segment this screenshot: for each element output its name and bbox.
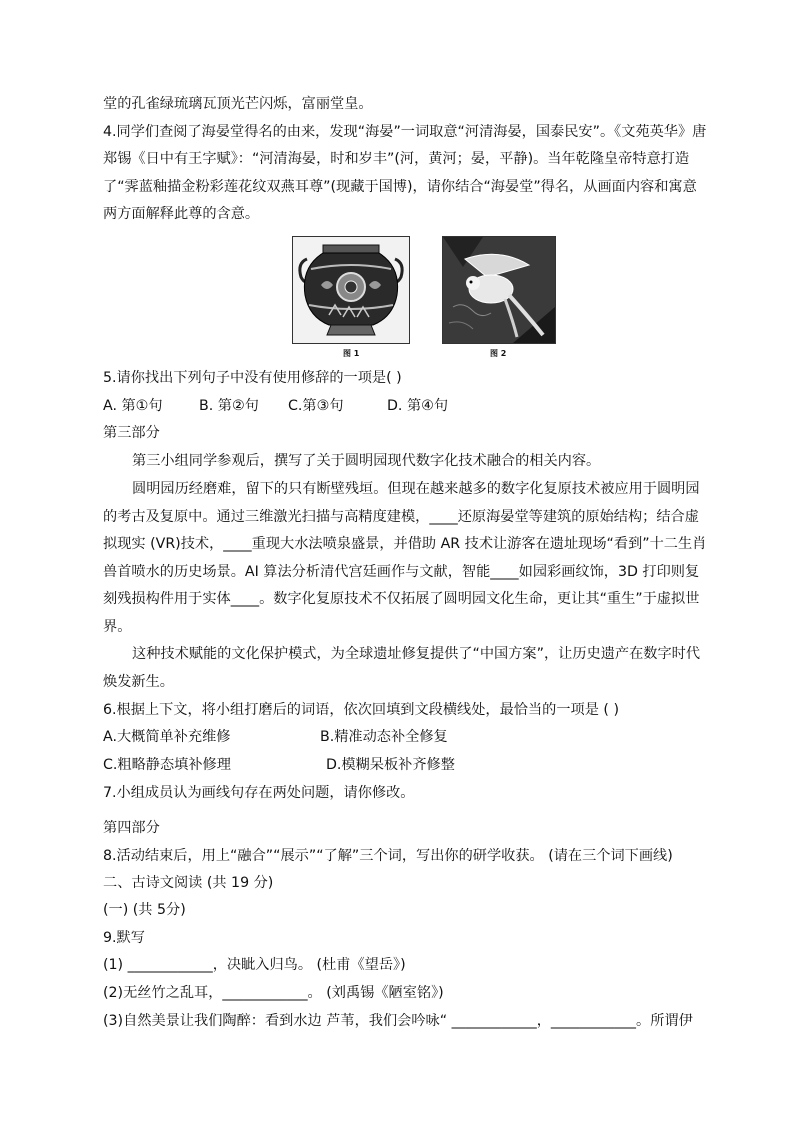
passage-line-1: 圆明园历经磨难，留下的只有断壁残垣。但现在越来越多的数字化复原技术被应用于圆明园 xyxy=(132,481,700,497)
figure-2-caption: 图 2 xyxy=(490,349,507,358)
question-9-item-2: (2)无丝竹之乱耳，____________。 (刘禹锡《陋室铭》) xyxy=(103,985,444,1001)
question-6-option-c: C.粗略静态填补修理 xyxy=(103,757,231,773)
swallow-icon xyxy=(443,237,555,343)
part-4-heading: 第四部分 xyxy=(103,820,160,836)
figure-1-vase-image xyxy=(292,236,410,344)
question-4-line-2: 郑锡《日中有王字赋》：“河清海晏，时和岁丰”(河，黄河；晏，平静)。当年乾隆皇帝特意打造 xyxy=(103,151,690,167)
question-6-option-a: A.大概简单补充维修 xyxy=(103,729,231,745)
question-4-line-3: 了“霁蓝釉描金粉彩莲花纹双燕耳尊”(现藏于国博)，请你结合“海晏堂”得名，从画面内容和寓意 xyxy=(103,179,697,195)
question-6-stem: 6.根据上下文，将小组打磨后的词语，依次回填到文段横线处，最恰当的一项是 ( ) xyxy=(103,702,620,718)
question-9-item-1: (1) ____________，决眦入归鸟。 (杜甫《望岳》) xyxy=(103,957,406,973)
passage-para2-line-1: 这种技术赋能的文化保护模式，为全球遗址修复提供了“中国方案”，让历史遗产在数字时代 xyxy=(132,646,701,662)
question-7-stem: 7.小组成员认为画线句存在两处问题，请你修改。 xyxy=(103,785,415,801)
question-5-stem: 5.请你找出下列句子中没有使用修辞的一项是( ) xyxy=(103,370,402,386)
figure-1-caption: 图 1 xyxy=(343,349,360,358)
question-5-option-d: D. 第④句 xyxy=(387,398,449,414)
question-4-line-4: 两方面解释此尊的含意。 xyxy=(103,206,260,222)
question-4-line-1: 4.同学们查阅了海晏堂得名的由来，发现“海晏”一词取意“河清海晏，国泰民安”。《文苑英华》唐 xyxy=(103,124,707,140)
passage-line-2: 的考古及复原中。通过三维激光扫描与高精度建模，____还原海晏堂等建筑的原始结构；结合虚 xyxy=(103,509,699,525)
section-2-heading: 二、古诗文阅读 (共 19 分) xyxy=(103,875,274,891)
question-5-option-b: B. 第②句 xyxy=(199,398,259,414)
section-2-subheading: (一) (共 5分) xyxy=(103,902,186,918)
question-5-option-c: C.第③句 xyxy=(288,398,344,414)
part-3-heading: 第三部分 xyxy=(103,425,160,441)
question-9-item-3: (3)自然美景让我们陶醉：看到水边 芦苇，我们会吟咏“ ____________，____________。所谓伊 xyxy=(103,1013,693,1029)
figure-2-swallow-image xyxy=(442,236,556,344)
question-9-stem: 9.默写 xyxy=(103,930,145,946)
passage-para2-line-2: 焕发新生。 xyxy=(103,674,174,690)
passage-line-4: 兽首喷水的历史场景。AI 算法分析清代宫廷画作与文献，智能____如园彩画纹饰，3D 打印则复 xyxy=(103,564,700,580)
passage-line-5: 刻残损构件用于实体____。数字化复原技术不仅拓展了圆明园文化生命，更让其“重生”于虚拟世 xyxy=(103,591,700,607)
question-6-option-b: B.精准动态补全修复 xyxy=(320,729,448,745)
question-5-option-a: A. 第①句 xyxy=(103,398,163,414)
vase-icon xyxy=(293,237,409,343)
passage-line-6: 界。 xyxy=(103,619,132,635)
question-6-option-d: D.模糊呆板补齐修整 xyxy=(326,757,455,773)
passage-line-3: 拟现实 (VR)技术，____重现大水法喷泉盛景，并借助 AR 技术让游客在遗址现场“看到”十二生肖 xyxy=(103,536,707,552)
question-8-stem: 8.活动结束后，用上“融合”“展示”“了解”三个词，写出你的研学收获。 (请在三个词下画线) xyxy=(103,848,673,864)
text-line: 堂的孔雀绿琉璃瓦顶光芒闪烁，富丽堂皇。 xyxy=(103,96,373,112)
part-3-intro: 第三小组同学参观后，撰写了关于圆明园现代数字化技术融合的相关内容。 xyxy=(132,453,601,469)
